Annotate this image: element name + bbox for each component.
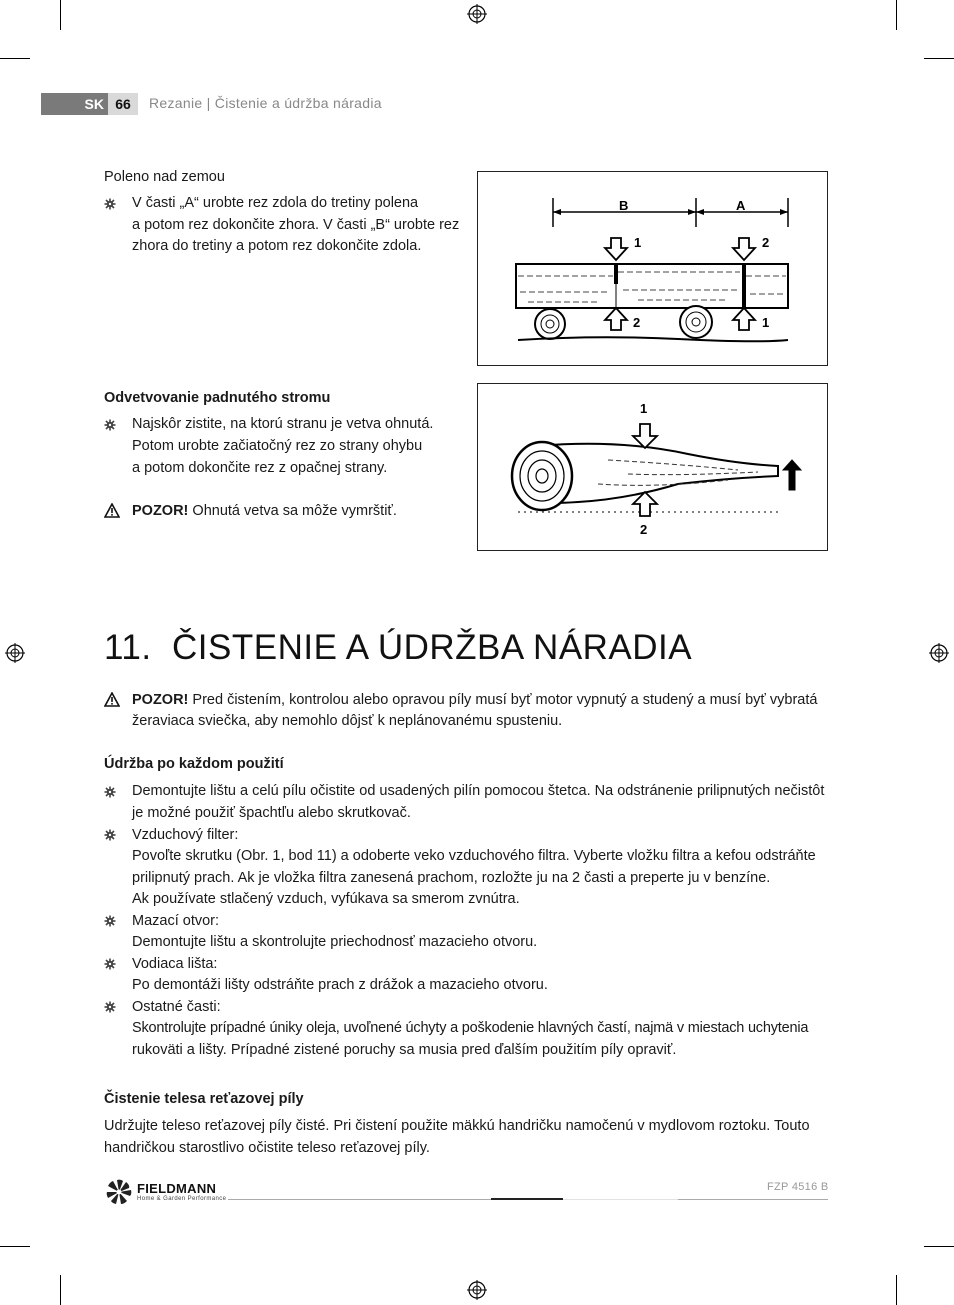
registration-mark-icon (467, 1280, 487, 1300)
page-number: 66 (108, 93, 138, 115)
log-cut-illustration (478, 172, 827, 365)
bullet-gear-icon (104, 786, 116, 798)
maintenance-item-line: Ak používate stlačený vzduch, vyfúkava sa smerom zvnútra. (132, 891, 520, 907)
fig-number: 2 (633, 315, 641, 330)
maintenance-item-line: rukoväti a lišty. Prípadné zistené poruchy sa musia pred ďalším použitím píly opraviť. (132, 1042, 677, 1058)
section-warning-line (132, 690, 817, 712)
log-cut-figure (477, 171, 828, 366)
crop-mark (924, 58, 954, 59)
bullet-text-line: Potom urobte začiatočný rez zo strany ohybu (132, 438, 423, 454)
fig-number: 1 (634, 235, 642, 250)
maintenance-item-line: Povoľte skrutku (Obr. 1, bod 11) a odoberte veko vzduchového filtra. Vyberte vložku filtra a kefou odstráňte (132, 848, 816, 864)
fallen-tree-heading: Odvetvovanie padnutého stromu (104, 390, 331, 406)
model-number: FZP 4516 B (767, 1181, 829, 1193)
warning-triangle-icon (104, 692, 120, 707)
bullet-text-line: a potom dokončite rez z opačnej strany. (132, 460, 388, 476)
bullet-gear-icon (104, 829, 116, 841)
log-above-ground-heading: Poleno nad zemou (104, 169, 225, 185)
fig-number: 1 (762, 315, 770, 330)
maintenance-item-line: je možné použiť špachtľu alebo skrutkovač. (132, 805, 411, 821)
section-warning-line: žeraviaca sviečka, aby nemohlo dôjsť k neplánovanému spusteniu. (132, 713, 563, 729)
maintenance-item-line: Mazací otvor: (132, 913, 220, 929)
crop-mark (60, 1275, 61, 1305)
maintenance-item-line: Skontrolujte prípadné úniky oleja, uvoľnené úchyty a poškodenie hlavných častí, najmä v miestach uchytenia (132, 1020, 809, 1036)
maintenance-item-line: Vzduchový filter: (132, 827, 239, 843)
bullet-gear-icon (104, 419, 116, 431)
maintenance-item-line: Demontujte lištu a celú pílu očistite od usadených pilín pomocou štetca. Na odstránenie prilipnutých nečistôt (132, 783, 825, 799)
bullet-gear-icon (104, 958, 116, 970)
maintenance-item-line: Po demontáži lišty odstráňte prach z drážok a mazacieho otvoru. (132, 977, 548, 993)
maintenance-item-line: Ostatné časti: (132, 999, 221, 1015)
brand-name: FIELDMANN (137, 1181, 217, 1196)
fig-number: 2 (762, 235, 770, 250)
bullet-text-line: zhora do tretiny a potom rez dokončite zdola. (132, 238, 422, 254)
fig-number: 2 (640, 522, 648, 537)
registration-mark-icon (929, 643, 949, 663)
section-title: 11. ČISTENIE A ÚDRŽBA NÁRADIA (104, 628, 693, 667)
crop-mark (896, 1275, 897, 1305)
warning-text: Ohnutá vetva sa môže vymrštiť. (188, 503, 397, 519)
warning-text: Pred čistením, kontrolou alebo opravou píly musí byť motor vypnutý a studený a musí byť vybratá (188, 692, 818, 708)
running-header-title: Rezanie | Čistenie a údržba náradia (149, 95, 382, 111)
bullet-gear-icon (104, 915, 116, 927)
branch-cut-illustration (478, 384, 827, 550)
body-cleaning-heading: Čistenie telesa reťazovej píly (104, 1091, 304, 1107)
warning-triangle-icon (104, 503, 120, 518)
body-cleaning-line: Udržujte teleso reťazovej píly čisté. Pri čistení použite mäkkú handričku namočenú v mydlovom roztoku. Touto (104, 1118, 810, 1134)
warning-label: POZOR! (132, 692, 189, 708)
registration-mark-icon (467, 4, 487, 24)
crop-mark (0, 58, 30, 59)
brand-tagline: Home & Garden Performance (137, 1196, 227, 1202)
crop-mark (60, 0, 61, 30)
fallen-tree-warning (132, 501, 397, 523)
bullet-gear-icon (104, 198, 116, 210)
fig-label-b: B (619, 198, 629, 213)
footer-divider-light (563, 1199, 678, 1200)
bullet-gear-icon (104, 1001, 116, 1013)
warning-label: POZOR! (132, 503, 189, 519)
language-tab: SK (41, 93, 108, 115)
maintenance-item-line: Vodiaca lišta: (132, 956, 218, 972)
bullet-text-line: a potom rez dokončite zhora. V časti „B“ urobte rez (132, 217, 460, 233)
footer-divider-accent (491, 1198, 563, 1200)
maintenance-item-line: prilipnutý prach. Ak je vložka filtra zanesená prachom, rozložte ju na 2 časti a preperte ju v benzíne. (132, 870, 771, 886)
maintenance-heading: Údržba po každom použití (104, 756, 284, 772)
crop-mark (924, 1246, 954, 1247)
maintenance-item-line: Demontujte lištu a skontrolujte priechodnosť mazacieho otvoru. (132, 934, 538, 950)
registration-mark-icon (5, 643, 25, 663)
bullet-text-line: V časti „A“ urobte rez zdola do tretiny polena (132, 195, 419, 211)
branch-cut-figure (477, 383, 828, 551)
fieldmann-logo-icon (104, 1179, 134, 1205)
bullet-text-line: Najskôr zistite, na ktorú stranu je vetva ohnutá. (132, 416, 434, 432)
crop-mark (896, 0, 897, 30)
fig-label-a: A (736, 198, 746, 213)
body-cleaning-line: handričkou starostlivo očistite teleso reťazovej píly. (104, 1140, 430, 1156)
fig-number: 1 (640, 401, 648, 416)
crop-mark (0, 1246, 30, 1247)
